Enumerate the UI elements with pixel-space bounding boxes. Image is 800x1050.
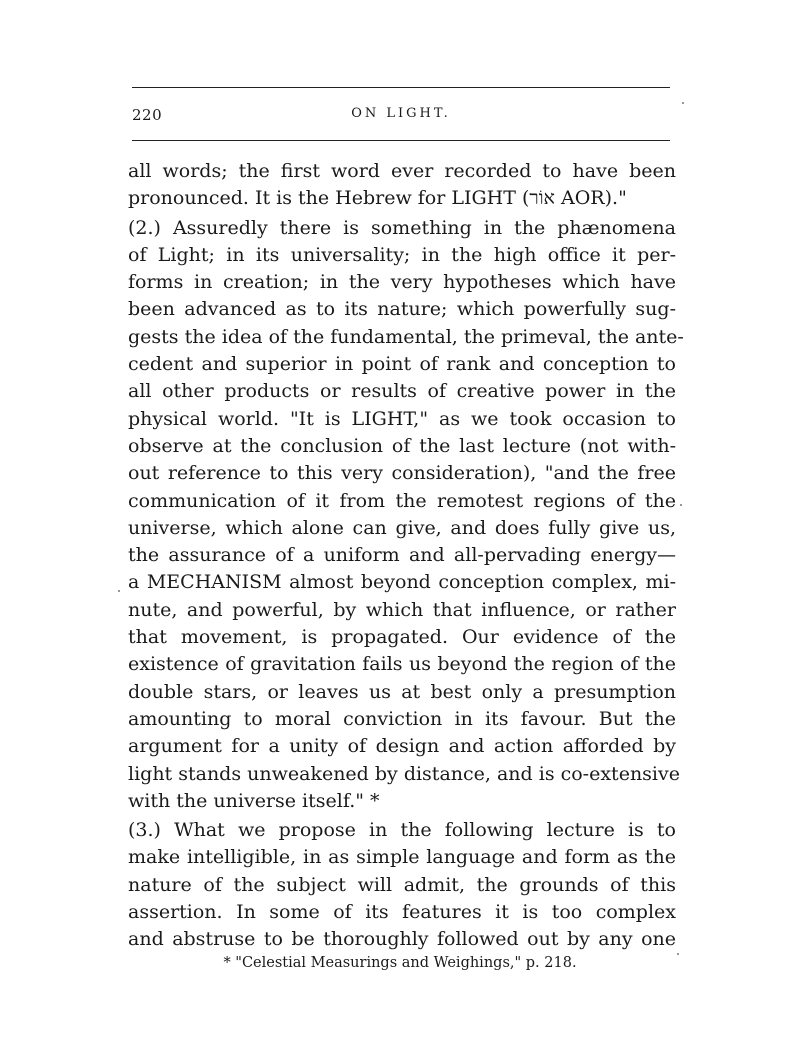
text-line: make intelligible, in as simple language and form as the: [128, 846, 676, 869]
header-top-rule: [132, 87, 670, 88]
page-header: [132, 106, 670, 130]
text-line: assertion. In some of its features it is too complex: [128, 901, 676, 924]
text-line: nature of the subject will admit, the grounds of this: [128, 873, 676, 896]
text-line: gests the idea of the fundamental, the primeval, the ante-: [128, 325, 684, 348]
text-line: pronounced. It is the Hebrew for LIGHT (אוֹר AOR).": [128, 187, 627, 210]
text-line: universe, which alone can give, and does fully give us,: [128, 516, 676, 539]
text-line: amounting to moral conviction in its favour. But the: [128, 707, 676, 730]
text-line: observe at the conclusion of the last lecture (not with-: [128, 434, 676, 457]
scan-speck: [680, 504, 682, 506]
paragraph-1: [128, 158, 676, 213]
text-line: nute, and powerful, by which that influence, or rather: [128, 598, 676, 621]
text-line: (3.) What we propose in the following lecture is to: [128, 819, 676, 842]
paragraph-2: [128, 215, 684, 816]
text-line: double stars, or leaves us at best only a presumption: [128, 680, 676, 703]
scan-speck: [118, 590, 120, 592]
text-line: all words; the first word ever recorded to have been: [128, 160, 676, 182]
text-line: communication of it from the remotest regions of the: [128, 489, 676, 512]
text-line: cedent and superior in point of rank and conception to: [128, 353, 676, 376]
scan-speck: [682, 102, 684, 104]
text-line: argument for a unity of design and action afforded by: [128, 735, 676, 758]
text-line: forms in creation; in the very hypotheses which have: [128, 271, 676, 294]
text-line: of Light; in its universality; in the high office it per-: [128, 243, 676, 266]
text-line: that movement, is propagated. Our evidence of the: [128, 626, 676, 649]
text-line: a MECHANISM almost beyond conception complex, mi-: [128, 571, 676, 594]
text-line: out reference to this very consideration), "and the free: [128, 462, 676, 485]
text-line: the assurance of a uniform and all-pervading energy—: [128, 544, 676, 567]
text-line: with the universe itself." *: [128, 789, 380, 812]
text-line: physical world. "It is LIGHT," as we took occasion to: [128, 407, 676, 430]
paragraph-3: [128, 817, 676, 953]
running-head: ON LIGHT.: [351, 106, 451, 121]
text-line: and abstruse to be thoroughly followed out by any one: [128, 928, 676, 951]
footnote: * "Celestial Measurings and Weighings," p. 218.: [223, 955, 577, 971]
text-line: been advanced as to its nature; which powerfully sug-: [128, 298, 676, 321]
header-bottom-rule: [132, 140, 670, 141]
text-line: existence of gravitation fails us beyond the region of the: [128, 653, 676, 676]
scan-speck: [677, 953, 679, 955]
body-text: [128, 158, 684, 954]
page-number: 220: [132, 106, 163, 124]
text-line: light stands unweakened by distance, and is co-extensive: [128, 762, 680, 785]
text-line: all other products or results of creative power in the: [128, 380, 676, 403]
text-line: (2.) Assuredly there is something in the phænomena: [128, 216, 676, 239]
